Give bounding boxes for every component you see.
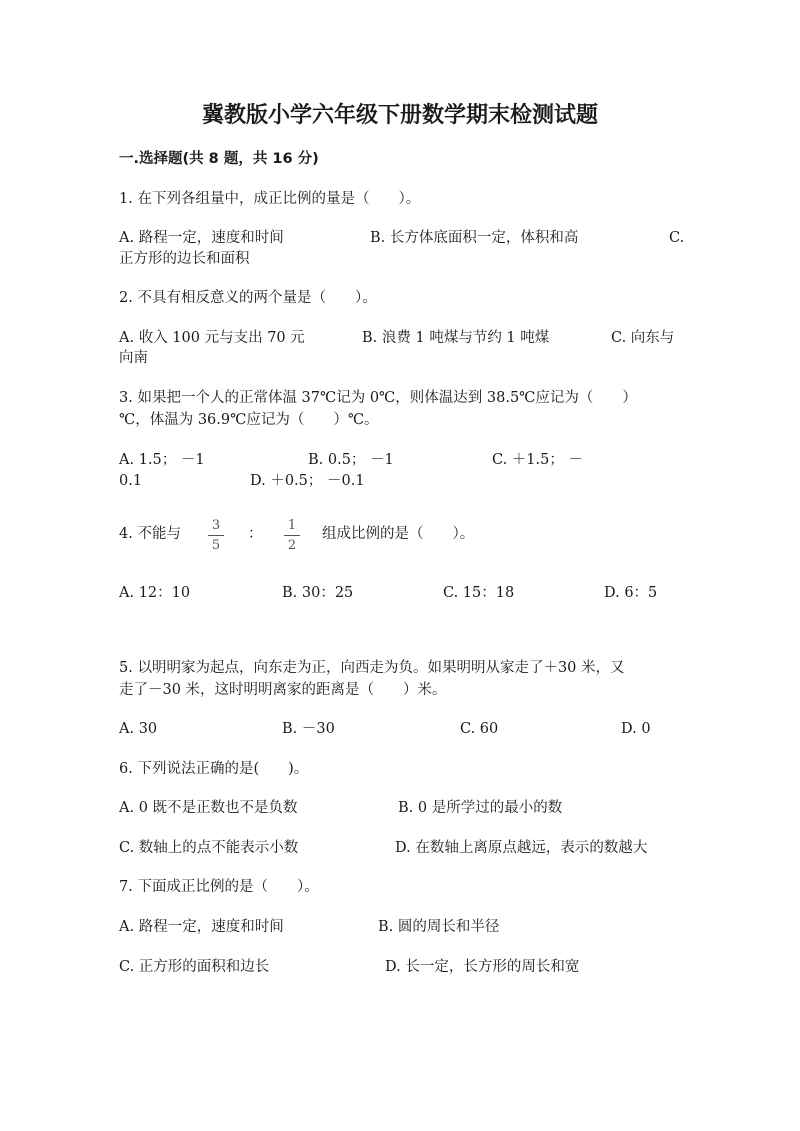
question-4-option-b: B. 30：25 bbox=[282, 585, 354, 601]
fraction-bar bbox=[284, 535, 300, 536]
question-1-option-a: A. 路程一定，速度和时间 bbox=[119, 230, 284, 246]
question-7-stem: 7. 下面成正比例的是（ ）。 bbox=[119, 879, 319, 895]
fraction-numerator: 1 bbox=[287, 518, 297, 533]
question-4-prefix: 4. 不能与 bbox=[119, 526, 181, 542]
question-7-option-b: B. 圆的周长和半径 bbox=[378, 919, 500, 935]
question-3-line-2: ℃，体温为 36.9℃应记为（ ）℃。 bbox=[119, 412, 379, 428]
question-2-stem: 2. 不具有相反意义的两个量是（ ）。 bbox=[119, 290, 377, 306]
question-2-option-c-cont: 向南 bbox=[119, 350, 148, 366]
question-6-stem: 6. 下列说法正确的是( )。 bbox=[119, 761, 309, 777]
question-1-option-b: B. 长方体底面积一定，体积和高 bbox=[370, 230, 579, 246]
question-6-option-c: C. 数轴上的点不能表示小数 bbox=[119, 840, 299, 856]
question-5-option-a: A. 30 bbox=[119, 721, 158, 737]
question-4-option-c: C. 15：18 bbox=[443, 585, 515, 601]
fraction-numerator: 3 bbox=[211, 518, 221, 533]
question-5-line-2: 走了－30 米，这时明明离家的距离是（ ）米。 bbox=[119, 682, 447, 698]
question-3-option-b: B. 0.5； －1 bbox=[308, 452, 394, 468]
question-2-option-b: B. 浪费 1 吨煤与节约 1 吨煤 bbox=[362, 330, 550, 346]
question-3-option-a: A. 1.5； －1 bbox=[119, 452, 205, 468]
question-5-option-d: D. 0 bbox=[621, 721, 651, 737]
question-3-option-d: D. ＋0.5； －0.1 bbox=[250, 473, 365, 489]
question-6-option-a: A. 0 既不是正数也不是负数 bbox=[119, 800, 298, 816]
question-1-option-c-cont: 正方形的边长和面积 bbox=[119, 251, 250, 267]
question-7-option-c: C. 正方形的面积和边长 bbox=[119, 959, 270, 975]
page-title: 冀教版小学六年级下册数学期末检测试题 bbox=[201, 103, 598, 128]
fraction-bar bbox=[208, 535, 224, 536]
fraction-denominator: 5 bbox=[211, 538, 221, 553]
question-3-option-c: C. ＋1.5； － bbox=[492, 452, 583, 468]
question-5-option-b: B. －30 bbox=[282, 721, 335, 737]
question-3-line-1: 3. 如果把一个人的正常体温 37℃记为 0℃，则体温达到 38.5℃应记为（ ） bbox=[119, 390, 637, 406]
question-4-option-d: D. 6：5 bbox=[604, 585, 658, 601]
question-7-option-a: A. 路程一定，速度和时间 bbox=[119, 919, 284, 935]
fraction-one-half bbox=[284, 518, 300, 553]
question-7-option-d: D. 长一定，长方形的周长和宽 bbox=[385, 959, 580, 975]
question-1-stem: 1. 在下列各组量中，成正比例的量是（ ）。 bbox=[119, 191, 421, 207]
fraction-denominator: 2 bbox=[287, 538, 297, 553]
question-5-line-1: 5. 以明明家为起点，向东走为正，向西走为负。如果明明从家走了＋30 米，又 bbox=[119, 660, 625, 676]
question-3-option-c-cont: 0.1 bbox=[119, 473, 143, 489]
question-5-option-c: C. 60 bbox=[460, 721, 499, 737]
question-6-option-b: B. 0 是所学过的最小的数 bbox=[398, 800, 563, 816]
question-2-option-c: C. 向东与 bbox=[611, 330, 675, 346]
question-4-colon: ： bbox=[248, 526, 263, 542]
question-4-suffix: 组成比例的是（ ）。 bbox=[322, 526, 475, 542]
question-1-option-c: C. bbox=[669, 230, 685, 246]
question-4-option-a: A. 12：10 bbox=[119, 585, 191, 601]
section-heading: 一.选择题(共 8 题，共 16 分) bbox=[119, 151, 319, 167]
question-2-option-a: A. 收入 100 元与支出 70 元 bbox=[119, 330, 305, 346]
fraction-three-fifths bbox=[208, 518, 224, 553]
question-6-option-d: D. 在数轴上离原点越远，表示的数越大 bbox=[395, 840, 648, 856]
